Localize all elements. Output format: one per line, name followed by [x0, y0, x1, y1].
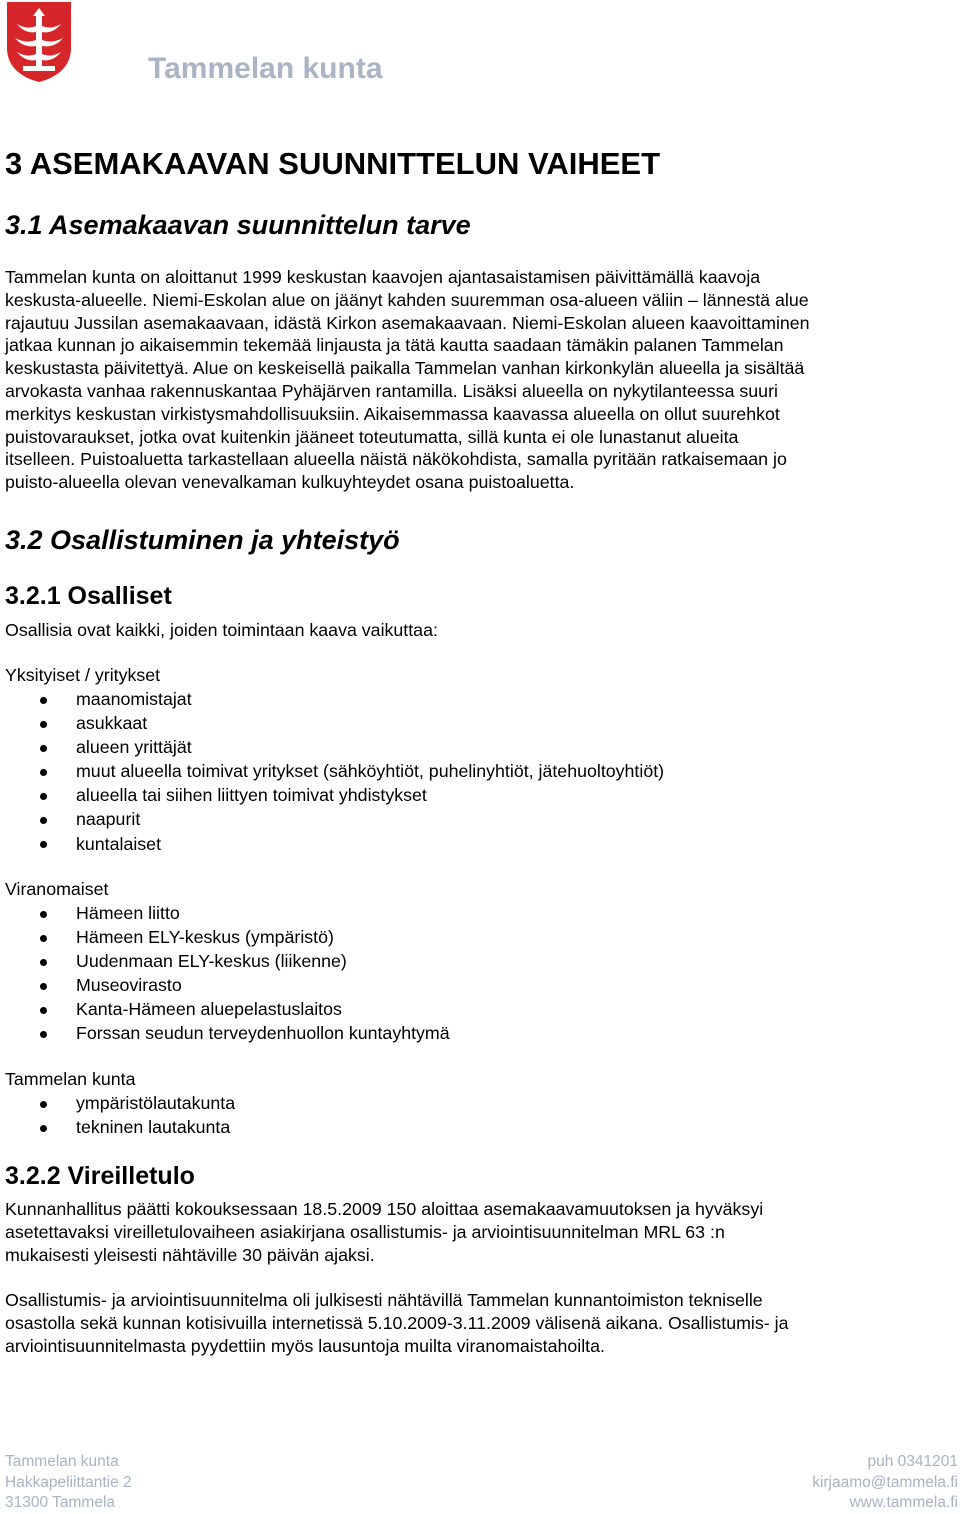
footer-address: [5, 1452, 132, 1514]
bullet-icon: [40, 959, 47, 966]
bullet-icon: [40, 1007, 47, 1014]
paragraph-public-display: [5, 1289, 955, 1357]
text-line: rajautuu Jussilan asemakaavaan, idästä Kirkon asemakaavaan. Niemi-Eskolan alueen kaavoittaminen: [5, 312, 810, 333]
list-item: [0, 949, 450, 973]
list-item-text: Uudenmaan ELY-keskus (liikenne): [76, 951, 347, 972]
list-item-text: muut alueella toimivat yritykset (sähköyhtiöt, puhelinyhtiöt, jätehuoltoyhtiöt): [76, 761, 665, 782]
list-item: [0, 901, 450, 925]
text-line: itselleen. Puistoaluetta tarkastellaan alueella näistä näkökohdista, samalla pyritään ratkaisemaan jo: [5, 449, 787, 470]
text-line: asetettavaksi vireilletulovaiheen asiakirjana osallistumis- ja arviointisuunnitelman MRL 63 :n: [5, 1221, 725, 1242]
paragraph-planning-need: [5, 266, 955, 494]
text-line: Kunnanhallitus päätti kokouksessaan 18.5.2009 150 aloittaa asemakaavamuutoksen ja hyväksyi: [5, 1199, 764, 1219]
list-item-text: Kanta-Hämeen aluepelastuslaitos: [76, 999, 342, 1020]
text-line: puistovaraukset, jotka ovat kuitenkin jääneet toteutumatta, sillä kunta ei ole lunastanut alueita: [5, 426, 739, 447]
group-label-authorities: Viranomaiset: [5, 879, 109, 899]
text-line: arvokasta vanhaa rakennuskantaa Pyhäjärven rantamilla. Lisäksi alueella on nykytilanteessa suuri: [5, 380, 778, 401]
participants-intro: Osallisia ovat kaikki, joiden toimintaan kaava vaikuttaa:: [5, 620, 438, 640]
bullet-icon: [40, 769, 47, 776]
section-heading-3-2-2: 3.2.2 Vireilletulo: [5, 1162, 195, 1190]
bullet-icon: [40, 721, 47, 728]
section-heading-3-1: 3.1 Asemakaavan suunnittelun tarve: [5, 210, 471, 240]
bullet-icon: [40, 983, 47, 990]
list-item: [0, 687, 664, 711]
footer-street: Hakkapeliittantie 2: [5, 1473, 132, 1491]
bullet-list-private: [0, 687, 664, 856]
list-item-text: alueella tai siihen liittyen toimivat yhdistykset: [76, 785, 427, 806]
list-item-text: ympäristölautakunta: [76, 1093, 236, 1113]
list-item: [0, 807, 664, 831]
bullet-icon: [40, 1101, 47, 1108]
text-line: arviointisuunnitelmasta pyydettiin myös lausuntoja muilta viranomaistahoilta.: [5, 1335, 605, 1356]
list-item: [0, 1115, 235, 1139]
list-item: [0, 1091, 235, 1115]
text-line: jatkaa kunnan jo aikaisemmin tekemää linjausta ja tätä kautta saadaan tämäkin palanen Tammelan: [5, 335, 784, 356]
section-heading-3-2: 3.2 Osallistuminen ja yhteistyö: [5, 525, 400, 555]
footer-postal: 31300 Tammela: [5, 1494, 116, 1511]
list-item-text: tekninen lautakunta: [76, 1117, 231, 1138]
list-item-text: kuntalaiset: [76, 833, 162, 854]
footer-website[interactable]: www.tammela.fi: [849, 1494, 958, 1511]
bullet-icon: [40, 1125, 47, 1132]
text-line: osastolla sekä kunnan kotisivuilla internetissä 5.10.2009-3.11.2009 välisenä aikana. Osallistumis- ja: [5, 1312, 789, 1333]
group-label-private: Yksityiset / yritykset: [5, 665, 161, 685]
text-line: merkitys keskustan virkistysmahdollisuuksiin. Aikaisemmassa kaavassa alueella on ollut suurehkot: [5, 403, 780, 424]
footer-email[interactable]: kirjaamo@tammela.fi: [812, 1473, 958, 1491]
list-item: [0, 973, 450, 997]
text-line: keskusta-alueelle. Niemi-Eskolan alue on jäänyt kahden suuremman osa-alueen väliin – lännestä alue: [5, 289, 809, 310]
list-item: [0, 711, 664, 735]
list-item-text: maanomistajat: [76, 689, 192, 709]
paragraph-initiation: [5, 1198, 955, 1266]
footer-contact: [812, 1452, 958, 1514]
group-label-municipality: Tammelan kunta: [5, 1069, 136, 1089]
organization-title: Tammelan kunta: [148, 52, 383, 85]
bullet-list-authorities: [0, 901, 450, 1046]
list-item-text: Hämeen liitto: [76, 903, 180, 923]
list-item-text: naapurit: [76, 809, 141, 830]
text-line: Osallistumis- ja arviointisuunnitelma oli julkisesti nähtävillä Tammelan kunnantoimiston tekniselle: [5, 1290, 763, 1310]
text-line: Tammelan kunta on aloittanut 1999 keskustan kaavojen ajantasaistamisen päivittämällä kaavoja: [5, 267, 761, 287]
section-heading-3-2-1: 3.2.1 Osalliset: [5, 582, 172, 610]
bullet-icon: [40, 817, 47, 824]
list-item-text: asukkaat: [76, 713, 148, 734]
list-item-text: Hämeen ELY-keskus (ympäristö): [76, 927, 334, 948]
chapter-title: 3 ASEMAKAAVAN SUUNNITTELUN VAIHEET: [5, 146, 661, 181]
bullet-icon: [40, 745, 47, 752]
bullet-list-municipality: [0, 1091, 235, 1139]
coat-of-arms-logo: [5, 0, 73, 84]
footer-phone: puh 0341201: [867, 1453, 958, 1470]
list-item: [0, 783, 664, 807]
list-item-text: Museovirasto: [76, 975, 182, 996]
bullet-icon: [40, 911, 47, 918]
list-item: [0, 735, 664, 759]
list-item: [0, 997, 450, 1021]
bullet-icon: [40, 793, 47, 800]
list-item-text: Forssan seudun terveydenhuollon kuntayhtymä: [76, 1023, 450, 1044]
list-item-text: alueen yrittäjät: [76, 737, 192, 758]
bullet-icon: [40, 1031, 47, 1038]
list-item: [0, 759, 664, 783]
footer-org-name: Tammelan kunta: [5, 1453, 119, 1470]
text-line: mukaisesti yleisesti nähtäville 30 päivän ajaksi.: [5, 1244, 375, 1265]
list-item: [0, 925, 450, 949]
list-item: [0, 1021, 450, 1045]
bullet-icon: [40, 841, 47, 848]
list-item: [0, 832, 664, 856]
text-line: puisto-alueella olevan venevalkaman kulkuyhteydet osana puistoaluetta.: [5, 472, 575, 493]
bullet-icon: [40, 697, 47, 704]
bullet-icon: [40, 935, 47, 942]
text-line: keskustasta päivitettyä. Alue on keskeisellä paikalla Tammelan vanhan kirkonkylän alueella ja sisältää: [5, 358, 805, 379]
